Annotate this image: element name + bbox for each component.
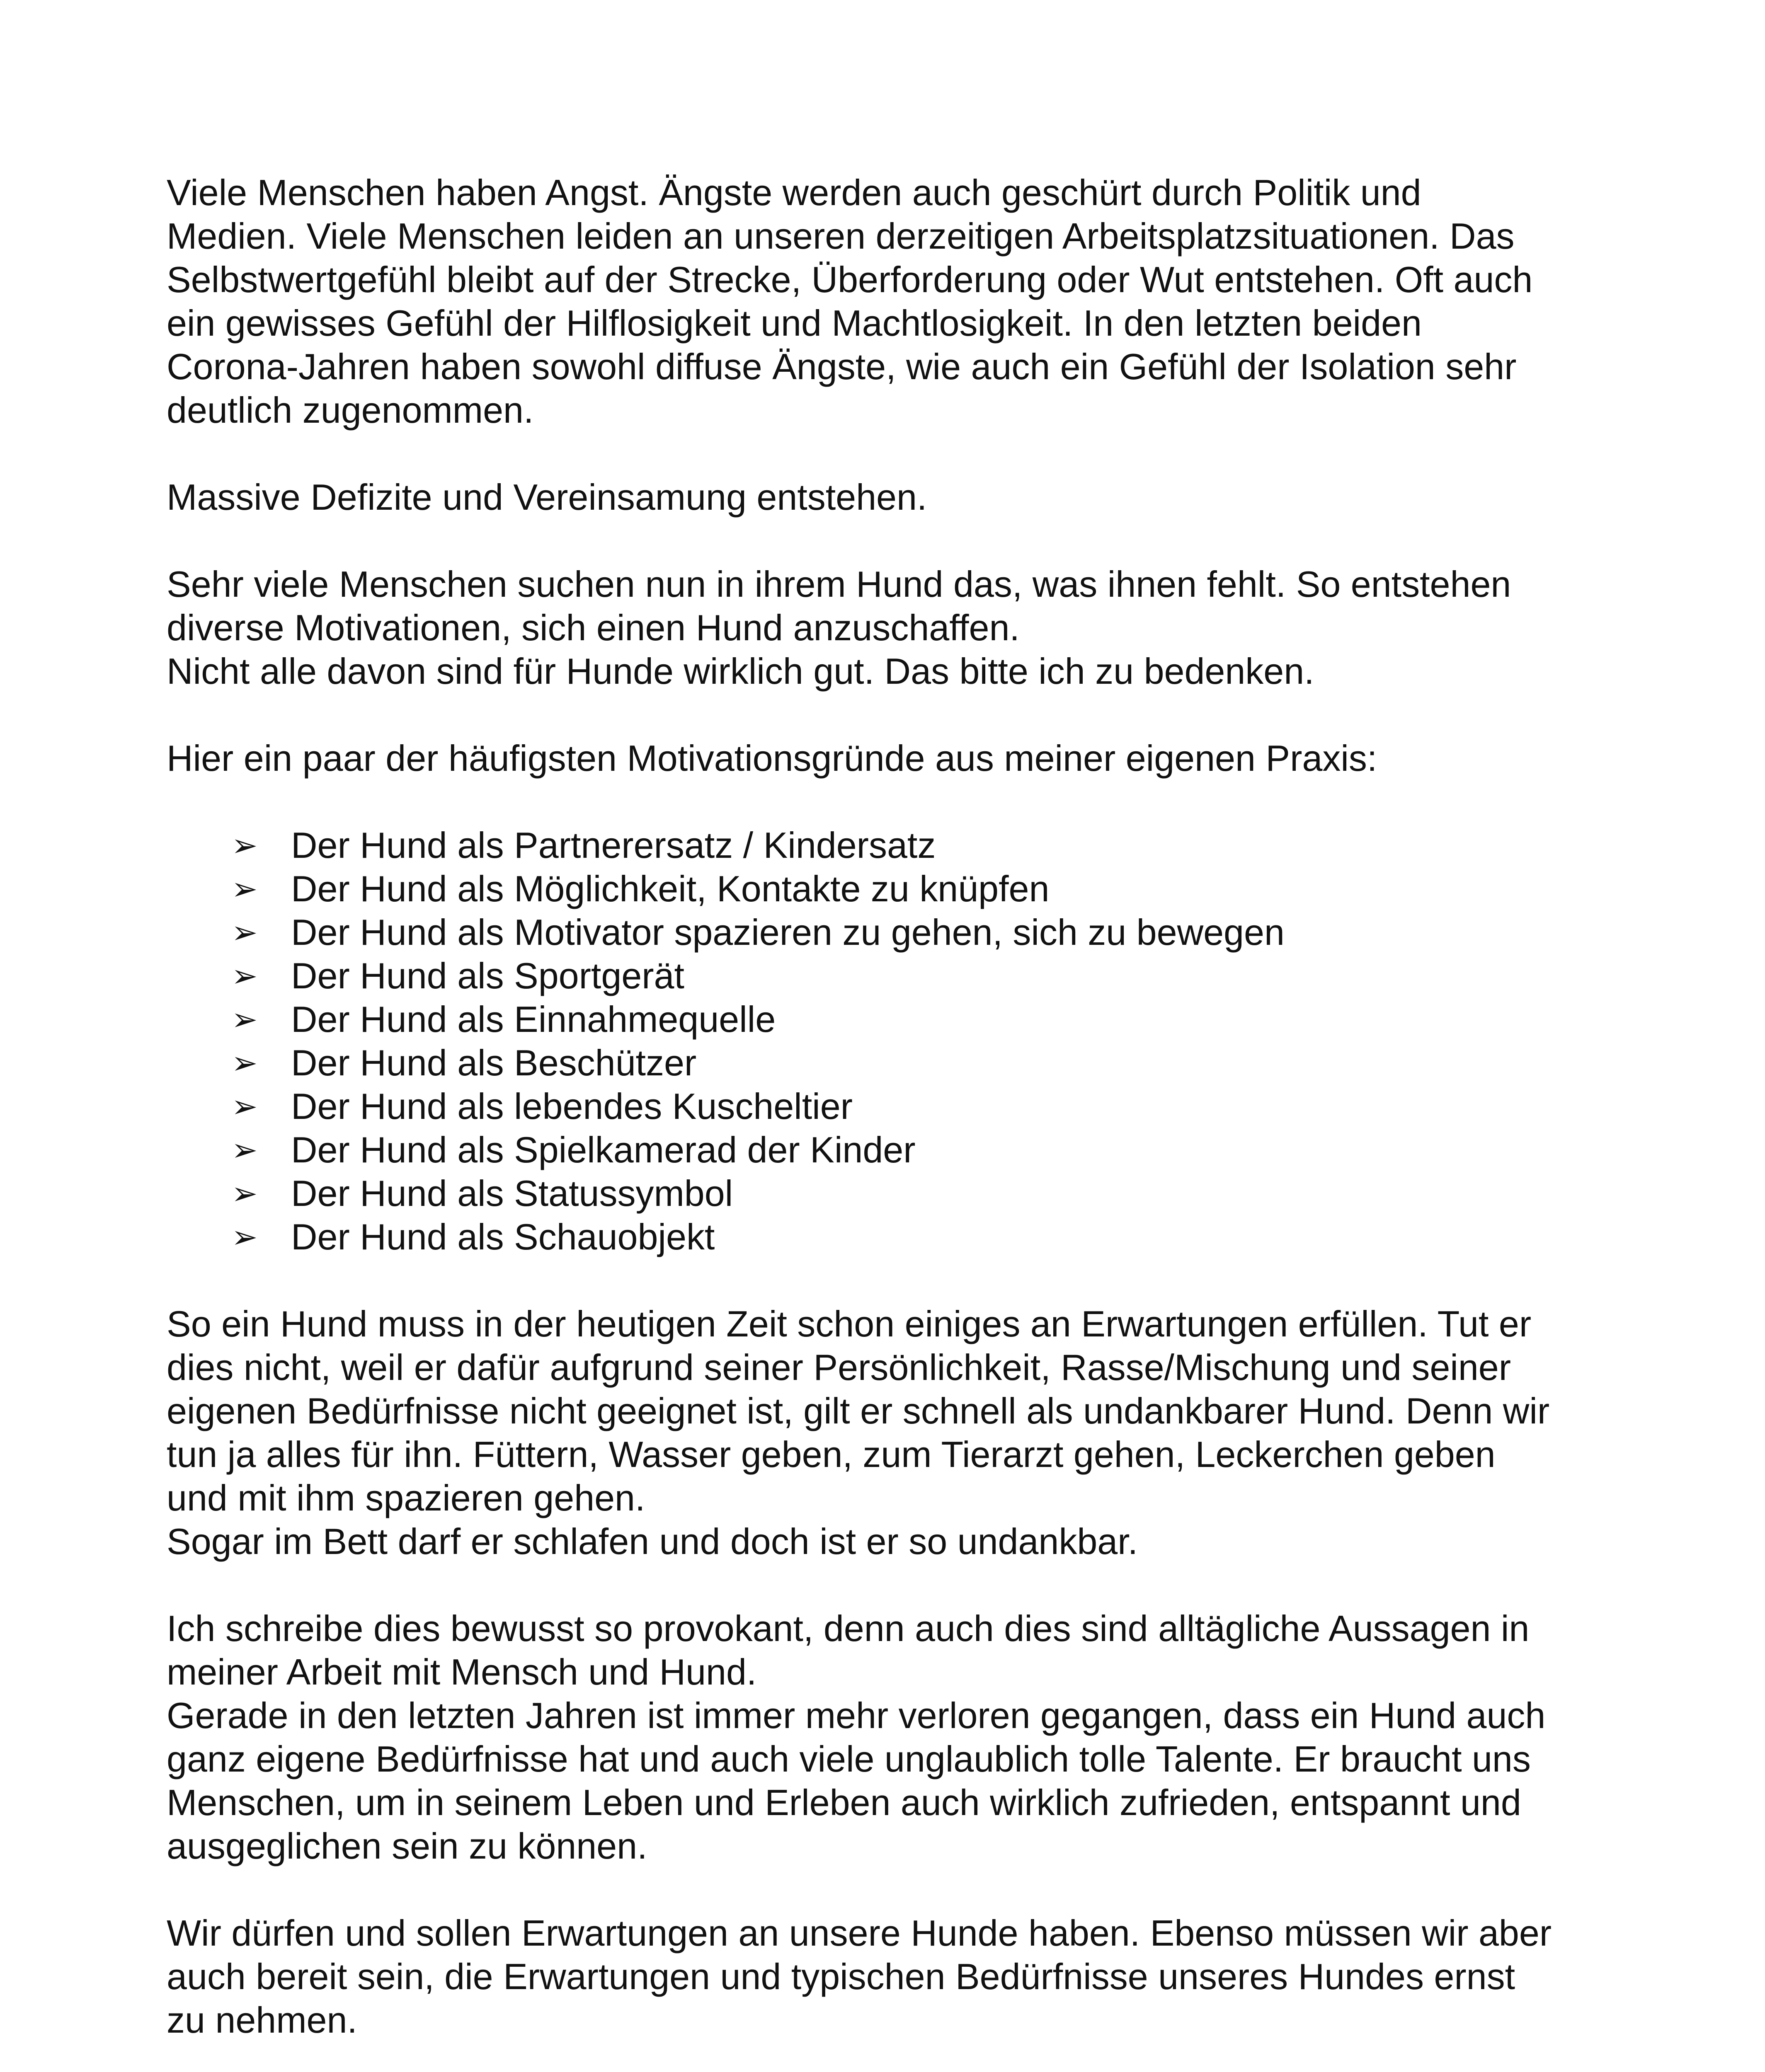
text-line: auch bereit sein, die Erwartungen und typischen Bedürfnisse unseres Hundes ernst (167, 1956, 1515, 1997)
paragraph-motivationen (167, 562, 1642, 693)
list-item-text: Der Hund als Statussymbol (291, 1173, 733, 1214)
list-item (167, 910, 1642, 954)
paragraph-provokant (167, 1607, 1642, 1868)
text-line: Massive Defizite und Vereinsamung entstehen. (167, 477, 927, 518)
list-item (167, 1041, 1642, 1084)
top-paragraphs (167, 171, 1642, 780)
motivation-list (167, 823, 1642, 1259)
paragraph-defizite (167, 475, 1642, 519)
text-line: tun ja alles für ihn. Füttern, Wasser geben, zum Tierarzt gehen, Leckerchen geben (167, 1434, 1496, 1475)
text-line: meiner Arbeit mit Mensch und Hund. (167, 1651, 757, 1692)
list-item-text: Der Hund als Möglichkeit, Kontakte zu knüpfen (291, 868, 1050, 909)
text-line: eigenen Bedürfnisse nicht geeignet ist, gilt er schnell als undankbarer Hund. Denn wir (167, 1390, 1550, 1431)
text-line: Corona-Jahren haben sowohl diffuse Ängste, wie auch ein Gefühl der Isolation sehr (167, 346, 1517, 387)
text-line: Sogar im Bett darf er schlafen und doch ist er so undankbar. (167, 1521, 1138, 1562)
arrow-bullet-icon: ➢ (231, 1088, 258, 1125)
list-item-text: Der Hund als Sportgerät (291, 955, 684, 996)
text-line: Hier ein paar der häufigsten Motivationsgründe aus meiner eigenen Praxis: (167, 738, 1377, 779)
list-item (167, 997, 1642, 1041)
text-line: Menschen, um in seinem Leben und Erleben auch wirklich zufrieden, entspannt und (167, 1782, 1521, 1823)
text-line: Nicht alle davon sind für Hunde wirklich gut. Das bitte ich zu bedenken. (167, 651, 1314, 692)
list-item (167, 867, 1642, 910)
list-item-text: Der Hund als Schauobjekt (291, 1216, 715, 1257)
text-line: zu nehmen. (167, 1999, 357, 2041)
text-line: ganz eigene Bedürfnisse hat und auch viele unglaublich tolle Talente. Er braucht uns (167, 1738, 1531, 1779)
text-line: diverse Motivationen, sich einen Hund anzuschaffen. (167, 607, 1020, 648)
text-line: Selbstwertgefühl bleibt auf der Strecke, Überforderung oder Wut entstehen. Oft auch (167, 259, 1533, 300)
text-line: und mit ihm spazieren gehen. (167, 1477, 645, 1518)
list-item (167, 954, 1642, 997)
list-item (167, 823, 1642, 867)
paragraph-erwartungen (167, 1302, 1642, 1563)
list-item (167, 1172, 1642, 1215)
text-line: Medien. Viele Menschen leiden an unseren derzeitigen Arbeitsplatzsituationen. Das (167, 215, 1515, 257)
text-line: ein gewisses Gefühl der Hilflosigkeit und Machtlosigkeit. In den letzten beiden (167, 303, 1422, 344)
list-item-text: Der Hund als Beschützer (291, 1042, 697, 1083)
text-line: Ich schreibe dies bewusst so provokant, denn auch dies sind alltägliche Aussagen in (167, 1608, 1530, 1649)
text-line: Sehr viele Menschen suchen nun in ihrem Hund das, was ihnen fehlt. So entstehen (167, 564, 1511, 605)
list-item-text: Der Hund als Einnahmequelle (291, 999, 776, 1040)
text-line: deutlich zugenommen. (167, 390, 534, 431)
bottom-paragraphs (167, 1302, 1642, 2042)
list-item-text: Der Hund als Spielkamerad der Kinder (291, 1129, 916, 1170)
paragraph-angst (167, 171, 1642, 432)
text-line: Gerade in den letzten Jahren ist immer mehr verloren gegangen, dass ein Hund auch (167, 1695, 1546, 1736)
arrow-bullet-icon: ➢ (231, 957, 258, 994)
paragraph-beduerfnisse (167, 1911, 1642, 2042)
arrow-bullet-icon: ➢ (231, 827, 258, 864)
list-item (167, 1128, 1642, 1172)
text-line: Wir dürfen und sollen Erwartungen an unsere Hunde haben. Ebenso müssen wir aber (167, 1912, 1552, 1953)
text-line: ausgeglichen sein zu können. (167, 1825, 647, 1866)
list-item (167, 1084, 1642, 1128)
arrow-bullet-icon: ➢ (231, 914, 258, 951)
paragraph-list-intro (167, 736, 1642, 780)
arrow-bullet-icon: ➢ (231, 1001, 258, 1038)
list-item (167, 1215, 1642, 1259)
arrow-bullet-icon: ➢ (231, 1175, 258, 1212)
arrow-bullet-icon: ➢ (231, 1131, 258, 1168)
arrow-bullet-icon: ➢ (231, 870, 258, 907)
text-line: dies nicht, weil er dafür aufgrund seiner Persönlichkeit, Rasse/Mischung und seiner (167, 1347, 1511, 1388)
list-item-text: Der Hund als Motivator spazieren zu gehen, sich zu bewegen (291, 912, 1285, 953)
page-body (167, 171, 1642, 2072)
list-item-text: Der Hund als Partnerersatz / Kindersatz (291, 825, 936, 866)
list-item-text: Der Hund als lebendes Kuscheltier (291, 1086, 853, 1127)
arrow-bullet-icon: ➢ (231, 1218, 258, 1255)
text-line: So ein Hund muss in der heutigen Zeit schon einiges an Erwartungen erfüllen. Tut er (167, 1303, 1532, 1344)
arrow-bullet-icon: ➢ (231, 1044, 258, 1081)
text-line: Viele Menschen haben Angst. Ängste werden auch geschürt durch Politik und (167, 172, 1421, 213)
